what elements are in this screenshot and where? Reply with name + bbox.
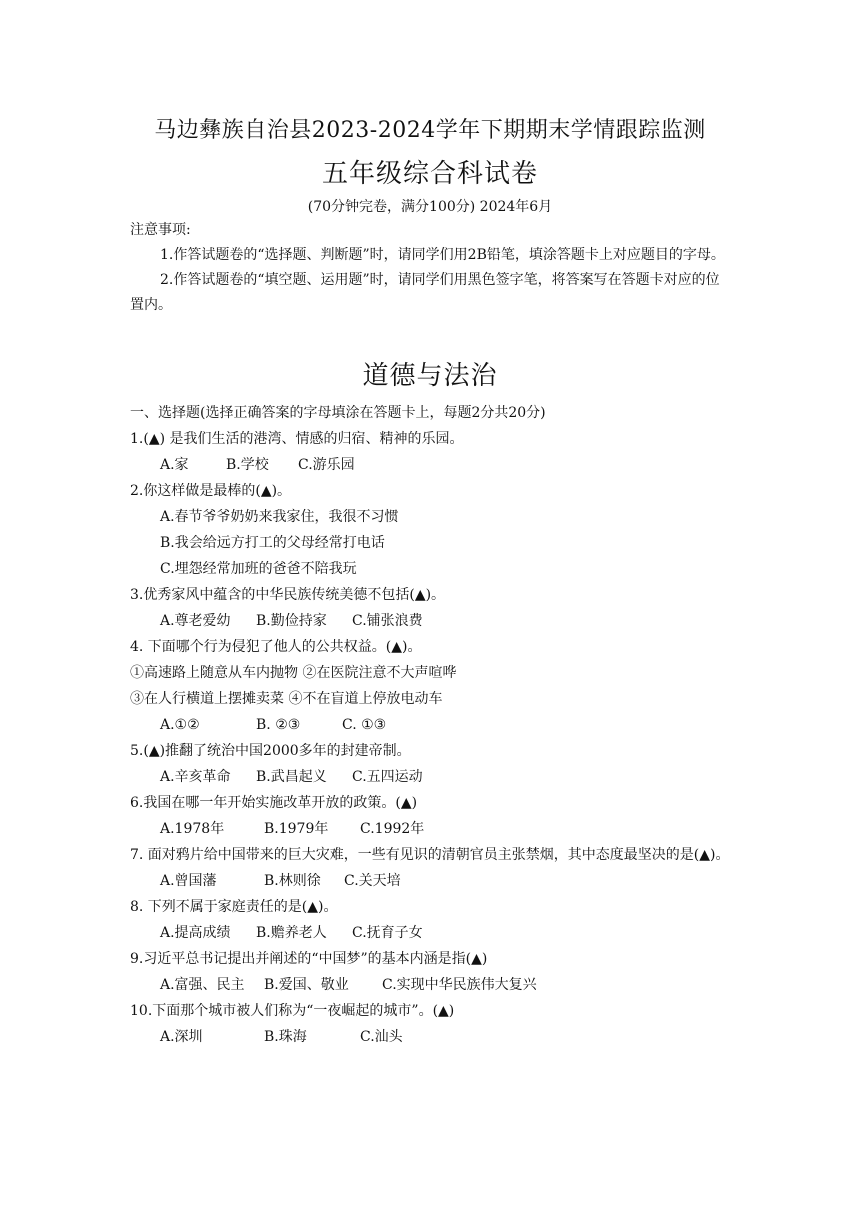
question-option: A.提高成绩 bbox=[160, 925, 231, 941]
question-stem: 8. 下列不属于家庭责任的是(▲)。 bbox=[130, 899, 338, 915]
question-stem: 9.习近平总书记提出并阐述的“中国梦”的基本内涵是指(▲) bbox=[130, 951, 488, 967]
question-options bbox=[130, 764, 732, 790]
question-option: A.深圳 bbox=[160, 1029, 203, 1045]
question-stem: 1.(▲) 是我们生活的港湾、情感的归宿、精神的乐园。 bbox=[130, 431, 464, 447]
questions-block bbox=[130, 400, 732, 1050]
question-option: C.埋怨经常加班的爸爸不陪我玩 bbox=[160, 561, 357, 577]
question-stem: 3.优秀家风中蕴含的中华民族传统美德不包括(▲)。 bbox=[130, 587, 446, 603]
question-stem: 7. 面对鸦片给中国带来的巨大灾难，一些有见识的清朝官员主张禁烟，其中态度最坚决的是(▲)。 bbox=[130, 847, 730, 863]
question-option: B.我会给远方打工的父母经常打电话 bbox=[160, 535, 385, 551]
section-title: 道德与法治 bbox=[362, 361, 498, 391]
question-list bbox=[130, 426, 732, 1050]
question-stem: 5.(▲)推翻了统治中国2000多年的封建帝制。 bbox=[130, 743, 411, 759]
question-statement: ③在人行横道上摆摊卖菜 ④不在盲道上停放电动车 bbox=[130, 691, 443, 707]
question-options bbox=[130, 1024, 732, 1050]
question-options bbox=[130, 452, 732, 478]
question-option: C.关天培 bbox=[344, 873, 401, 889]
question-option: B.珠海 bbox=[264, 1029, 307, 1045]
question-option: C.游乐园 bbox=[298, 457, 355, 473]
question-option: B.武昌起义 bbox=[256, 769, 327, 785]
question-option: A.富强、民主 bbox=[160, 977, 245, 993]
question-option: C.汕头 bbox=[360, 1029, 403, 1045]
question-options bbox=[130, 816, 732, 842]
question-option: C. ①③ bbox=[342, 717, 387, 733]
notes-heading: 注意事项: bbox=[130, 222, 191, 238]
question-option: B.1979年 bbox=[264, 821, 329, 837]
question-option: B.勤俭持家 bbox=[256, 613, 327, 629]
part-heading: 一、选择题(选择正确答案的字母填涂在答题卡上，每题2分共20分) bbox=[130, 405, 546, 421]
exam-title: 马边彝族自治县2023-2024学年下期期末学情跟踪监测 bbox=[154, 118, 706, 143]
note-item-1: 1.作答试题卷的“选择题、判断题”时，请同学们用2B铅笔，填涂答题卡上对应题目的字母。 bbox=[160, 247, 725, 263]
question-option: B.赡养老人 bbox=[256, 925, 327, 941]
question-options bbox=[130, 972, 732, 998]
question-option: A.尊老爱幼 bbox=[160, 613, 231, 629]
question-option: B. ②③ bbox=[256, 717, 301, 733]
question-option: C.1992年 bbox=[360, 821, 425, 837]
question-option: B.学校 bbox=[226, 457, 269, 473]
question-option: B.爱国、敬业 bbox=[264, 977, 349, 993]
question-statement: ①高速路上随意从车内抛物 ②在医院注意不大声喧哗 bbox=[130, 665, 457, 681]
question-option: A.家 bbox=[160, 457, 189, 473]
question-stem: 10.下面那个城市被人们称为“一夜崛起的城市”。(▲) bbox=[130, 1003, 455, 1019]
question-options bbox=[130, 868, 732, 894]
question-option: A.1978年 bbox=[160, 821, 225, 837]
question-option: A.曾国藩 bbox=[160, 873, 217, 889]
question-option: C.五四运动 bbox=[352, 769, 423, 785]
exam-subtitle: 五年级综合科试卷 bbox=[321, 159, 538, 189]
question-option: C.抚育子女 bbox=[352, 925, 423, 941]
question-stem: 4. 下面哪个行为侵犯了他人的公共权益。(▲)。 bbox=[130, 639, 422, 655]
question-option: C.实现中华民族伟大复兴 bbox=[382, 977, 537, 993]
question-options bbox=[130, 608, 732, 634]
question-option: A.①② bbox=[160, 717, 200, 733]
question-options bbox=[130, 920, 732, 946]
question-option: A.辛亥革命 bbox=[160, 769, 231, 785]
question-options bbox=[130, 712, 732, 738]
question-option: C.铺张浪费 bbox=[352, 613, 423, 629]
question-stem: 6.我国在哪一年开始实施改革开放的政策。(▲) bbox=[130, 795, 418, 811]
question-option: A.春节爷爷奶奶来我家住，我很不习惯 bbox=[160, 509, 399, 525]
question-option: B.林则徐 bbox=[264, 873, 321, 889]
question-stem: 2.你这样做是最棒的(▲)。 bbox=[130, 483, 292, 499]
exam-info: (70分钟完卷，满分100分) 2024年6月 bbox=[307, 199, 553, 215]
notes-block bbox=[130, 218, 732, 318]
note-item-2: 2.作答试题卷的“填空题、运用题”时，请同学们用黑色签字笔，将答案写在答题卡对应的位置内。 bbox=[130, 272, 720, 313]
